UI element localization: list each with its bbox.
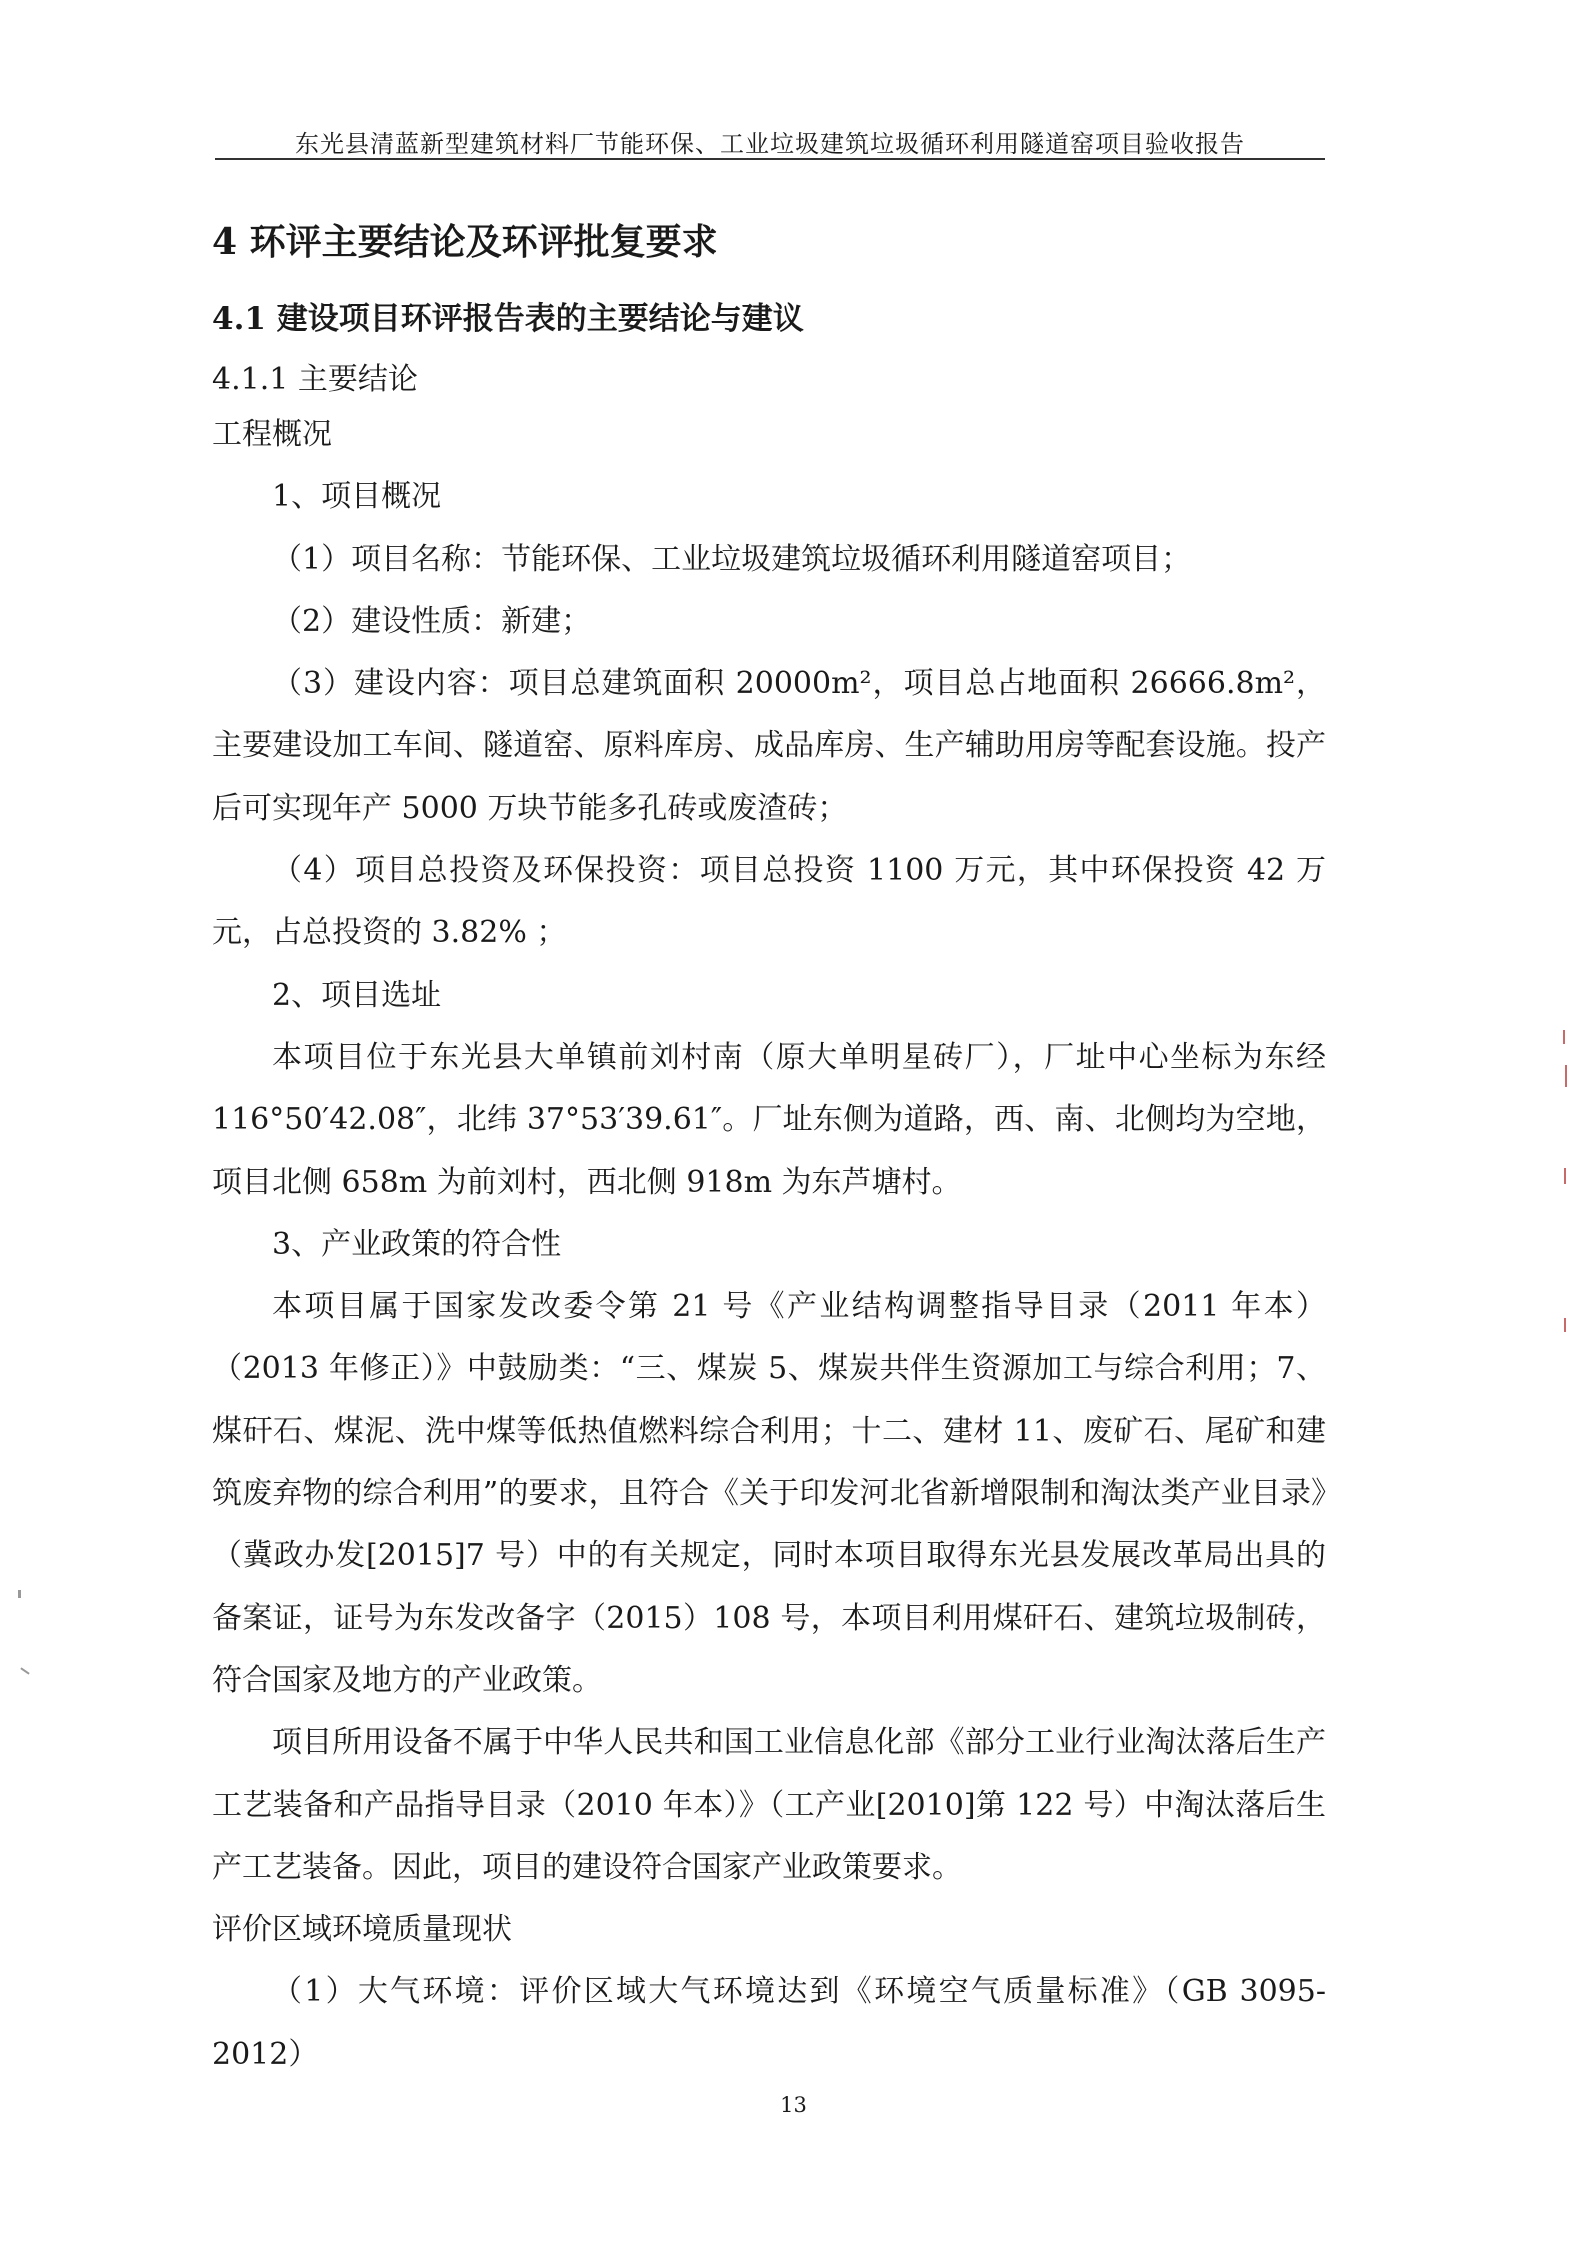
paragraph-construction-content: （3）建设内容：项目总建筑面积 20000m²，项目总占地面积 26666.8m²，主要建设加工车间、隧道窑、原料库房、成品库房、生产辅助用房等配套设施。投产后可实现年产 5000 万块节能多孔砖或废渣砖； <box>212 666 1326 826</box>
subheading-project-overview: 工程概况 <box>212 417 332 452</box>
paragraph-air-environment: （1）大气环境：评价区域大气环境达到《环境空气质量标准》（GB 3095-2012） <box>212 1974 1326 2072</box>
scan-artifact-mark <box>1565 1065 1567 1087</box>
scan-artifact-mark <box>1563 1030 1565 1044</box>
body-text <box>212 404 1326 2086</box>
paragraph-site-location: 本项目位于东光县大单镇前刘村南（原大单明星砖厂），厂址中心坐标为东经 116°50′42.08″，北纬 37°53′39.61″。厂址东侧为道路，西、南、北侧均为空地，项目北侧 658m 为前刘村，西北侧 918m 为东芦塘村。 <box>212 1039 1326 1200</box>
paragraph-project-name: （1）项目名称：节能环保、工业垃圾建筑垃圾循环利用隧道窑项目； <box>272 541 1192 577</box>
paragraph-industrial-policy: 本项目属于国家发改委令第 21 号《产业结构调整指导目录（2011 年本）（2013 年修正）》中鼓励类：“三、煤炭 5、煤炭共伴生资源加工与综合利用；7、煤矸石、煤泥、洗中煤等低热值燃料综合利用；十二、建材 11、废矿石、尾矿和建筑废弃物的综合利用”的要求，且符合《关于印发河北省新增限制和淘汰类产业目录》（冀政办发[2015]7 号）中的有关规定，同时本项目取得东光县发展改革局出具的备案证，证号为东发改备字（2015）108 号，本项目利用煤矸石、建筑垃圾制砖，符合国家及地方的产业政策。 <box>212 1289 1326 1698</box>
page-number: 13 <box>780 2093 807 2117</box>
running-header: 东光县清蓝新型建筑材料厂节能环保、工业垃圾建筑垃圾循环利用隧道窑项目验收报告 <box>295 130 1245 158</box>
scan-artifact-mark <box>1564 1168 1566 1184</box>
section-heading-4: 4 环评主要结论及环评批复要求 <box>212 221 718 263</box>
paragraph-construction-nature: （2）建设性质：新建； <box>272 603 592 639</box>
subheading-environmental-quality: 评价区域环境质量现状 <box>212 1912 512 1948</box>
section-heading-4-1: 4.1 建设项目环评报告表的主要结论与建议 <box>212 301 804 337</box>
scan-artifact-mark <box>18 1590 21 1598</box>
scan-artifact-mark <box>1564 1318 1566 1332</box>
list-item-industrial-policy: 3、产业政策的符合性 <box>272 1226 562 1262</box>
scan-artifact-mark <box>20 1667 29 1674</box>
section-heading-4-1-1: 4.1.1 主要结论 <box>212 362 418 397</box>
list-item-project-overview: 1、项目概况 <box>272 479 442 515</box>
paragraph-investment: （4）项目总投资及环保投资：项目总投资 1100 万元，其中环保投资 42 万元，占总投资的 3.82% ； <box>212 853 1326 951</box>
header-rule <box>215 158 1325 160</box>
paragraph-equipment-compliance: 项目所用设备不属于中华人民共和国工业信息化部《部分工业行业淘汰落后生产工艺装备和产品指导目录（2010 年本）》（工产业[2010]第 122 号）中淘汰落后生产工艺装备。因此，项目的建设符合国家产业政策要求。 <box>212 1725 1326 1885</box>
list-item-site-selection: 2、项目选址 <box>272 977 442 1013</box>
